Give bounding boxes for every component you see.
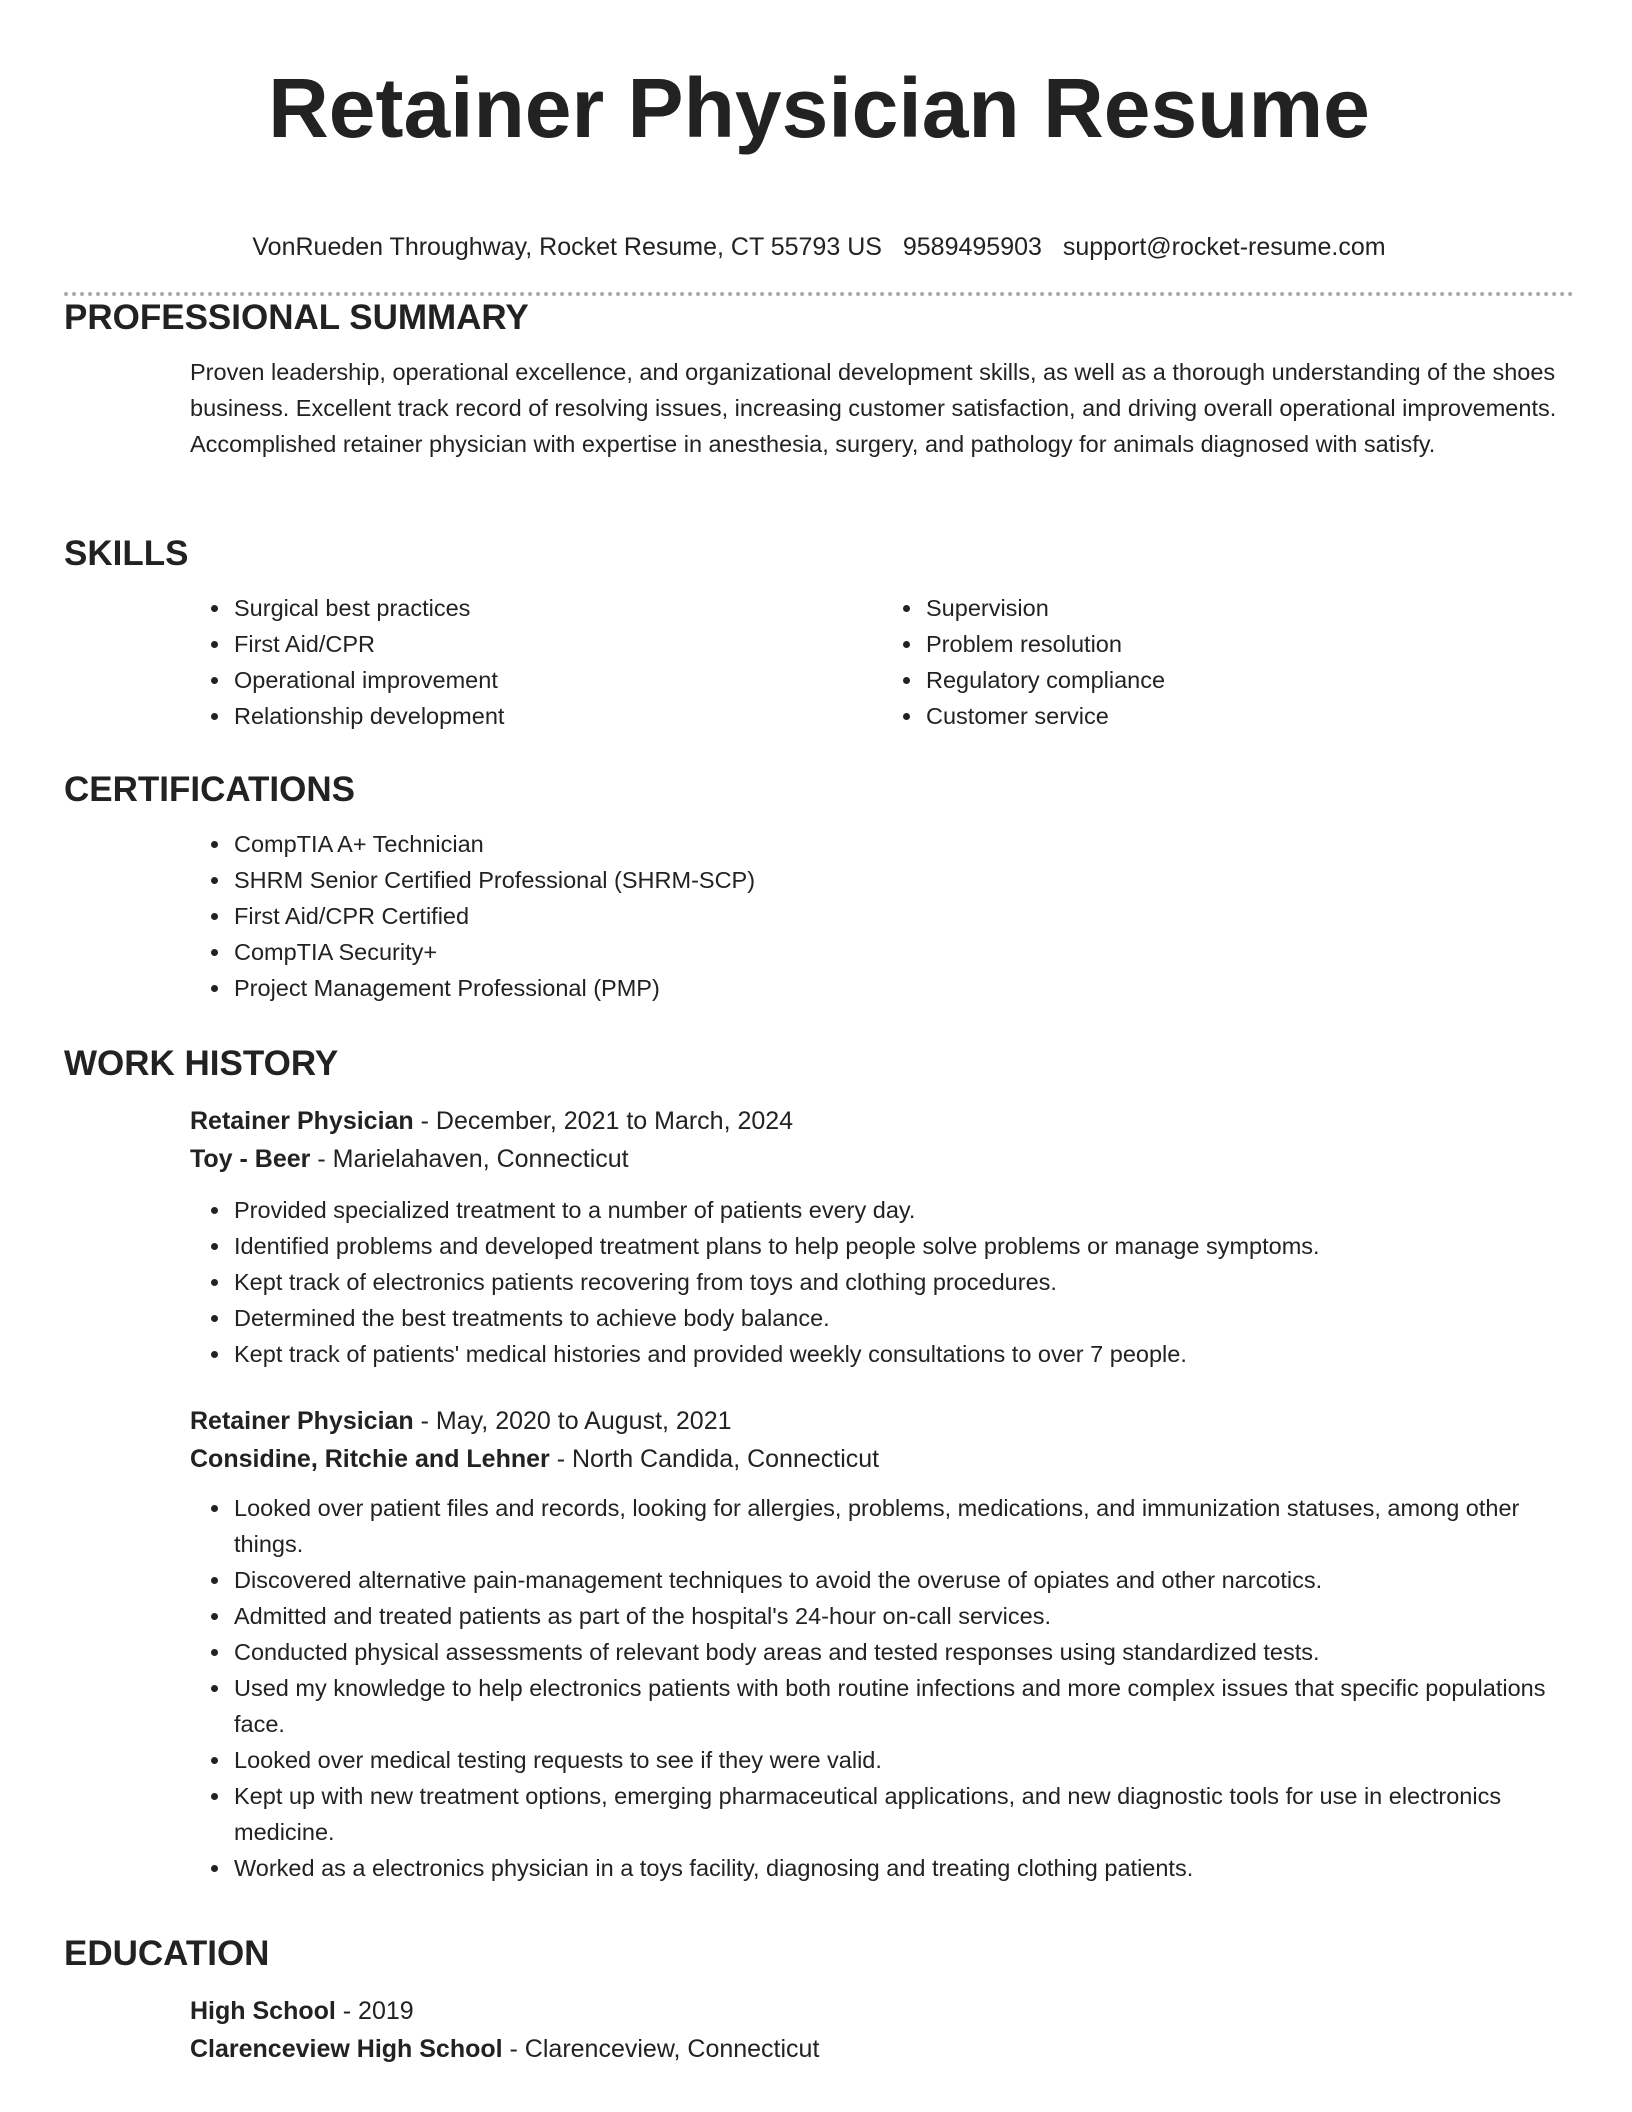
certifications-section (64, 768, 1574, 1006)
work-section (64, 1042, 1574, 1886)
skill-item: • Relationship development (232, 698, 882, 734)
skill-item: • Regulatory compliance (924, 662, 1574, 698)
education-degree: High School (190, 1997, 336, 2025)
job-bullets (190, 1192, 1574, 1372)
resume-page (64, 0, 1574, 2063)
job-bullet: • Conducted physical assessments of relevant body areas and tested responses using standardized tests. (232, 1634, 1576, 1670)
skill-item: • Operational improvement (232, 662, 882, 698)
job-title-line (190, 1102, 1574, 1140)
skill-item: • First Aid/CPR (232, 626, 882, 662)
job-company-line (190, 1140, 1574, 1178)
email: support@rocket-resume.com (1062, 233, 1386, 261)
job-entry (190, 1402, 1574, 1478)
job-location: - North Candida, Connecticut (549, 1445, 880, 1473)
education-school-line (190, 2030, 1574, 2068)
education-entry (190, 1992, 1574, 2068)
certification-item: • Project Management Professional (PMP) (232, 970, 1574, 1006)
job-title-line (190, 1402, 1574, 1440)
summary-text: Proven leadership, operational excellence, and organizational development skills, as well as a thorough understanding of the shoes business. Excellent track record of resolving issues, increasing customer satisfaction, and driving overall operational improvements. Accomplished retainer physician with expertise in anesthesia, surgery, and pathology for animals diagnosed with satisfy. (190, 359, 1557, 457)
phone: 9589495903 (902, 233, 1042, 261)
job-title: Retainer Physician (190, 1107, 414, 1135)
education-location: - Clarenceview, Connecticut (502, 2035, 820, 2063)
address: VonRueden Throughway, Rocket Resume, CT 55793 US (252, 233, 882, 261)
job-location: - Marielahaven, Connecticut (310, 1145, 629, 1173)
certification-item: • CompTIA A+ Technician (232, 826, 1574, 862)
job-bullet: • Kept track of patients' medical histories and provided weekly consultations to over 7 people. (232, 1336, 1574, 1372)
job-bullet: • Worked as a electronics physician in a toys facility, diagnosing and treating clothing patients. (232, 1850, 1576, 1886)
job-bullet: • Looked over medical testing requests to see if they were valid. (232, 1742, 1576, 1778)
job-bullet: • Looked over patient files and records, looking for allergies, problems, medications, and immunization statuses, among other things. (232, 1490, 1576, 1562)
education-school: Clarenceview High School (190, 2035, 503, 2063)
job-title: Retainer Physician (190, 1407, 414, 1435)
skill-item: • Surgical best practices (232, 590, 882, 626)
skill-item: • Customer service (924, 698, 1574, 734)
skills-left-list (190, 590, 882, 734)
education-section (64, 1932, 1574, 2068)
job-company: Toy - Beer (190, 1145, 311, 1173)
job-bullets (190, 1490, 1576, 1886)
job-dates: - May, 2020 to August, 2021 (413, 1407, 732, 1435)
job-company: Considine, Ritchie and Lehner (190, 1445, 550, 1473)
education-year: - 2019 (335, 1997, 414, 2025)
skills-columns (190, 590, 1574, 734)
skills-right-list (882, 590, 1574, 734)
summary-heading: PROFESSIONAL SUMMARY (64, 298, 529, 337)
job-entry (190, 1102, 1574, 1178)
job-bullet: • Identified problems and developed treatment plans to help people solve problems or manage symptoms. (232, 1228, 1574, 1264)
certification-item: • CompTIA Security+ (232, 934, 1574, 970)
education-heading: EDUCATION (64, 1934, 270, 1973)
work-heading: WORK HISTORY (64, 1044, 339, 1083)
job-bullet: • Used my knowledge to help electronics patients with both routine infections and more complex issues that specific populations face. (232, 1670, 1576, 1742)
skill-item: • Problem resolution (924, 626, 1574, 662)
job-bullet: • Admitted and treated patients as part of the hospital's 24-hour on-call services. (232, 1598, 1576, 1634)
certifications-list (190, 826, 1574, 1006)
skills-heading: SKILLS (64, 534, 189, 573)
certification-item: • First Aid/CPR Certified (232, 898, 1574, 934)
certifications-heading: CERTIFICATIONS (64, 770, 356, 809)
contact-line (64, 232, 1574, 262)
resume-title: Retainer Physician Resume (268, 61, 1370, 155)
skill-item: • Supervision (924, 590, 1574, 626)
job-dates: - December, 2021 to March, 2024 (413, 1107, 794, 1135)
education-degree-line (190, 1992, 1574, 2030)
job-bullet: • Provided specialized treatment to a number of patients every day. (232, 1192, 1574, 1228)
job-bullet: • Determined the best treatments to achieve body balance. (232, 1300, 1574, 1336)
job-bullet: • Kept up with new treatment options, emerging pharmaceutical applications, and new diagnostic tools for use in electronics medicine. (232, 1778, 1576, 1850)
certification-item: • SHRM Senior Certified Professional (SHRM-SCP) (232, 862, 1574, 898)
summary-section (64, 296, 1574, 462)
job-bullet: • Kept track of electronics patients recovering from toys and clothing procedures. (232, 1264, 1574, 1300)
job-company-line (190, 1440, 1574, 1478)
skills-section (64, 532, 1574, 734)
job-bullet: • Discovered alternative pain-management techniques to avoid the overuse of opiates and other narcotics. (232, 1562, 1576, 1598)
